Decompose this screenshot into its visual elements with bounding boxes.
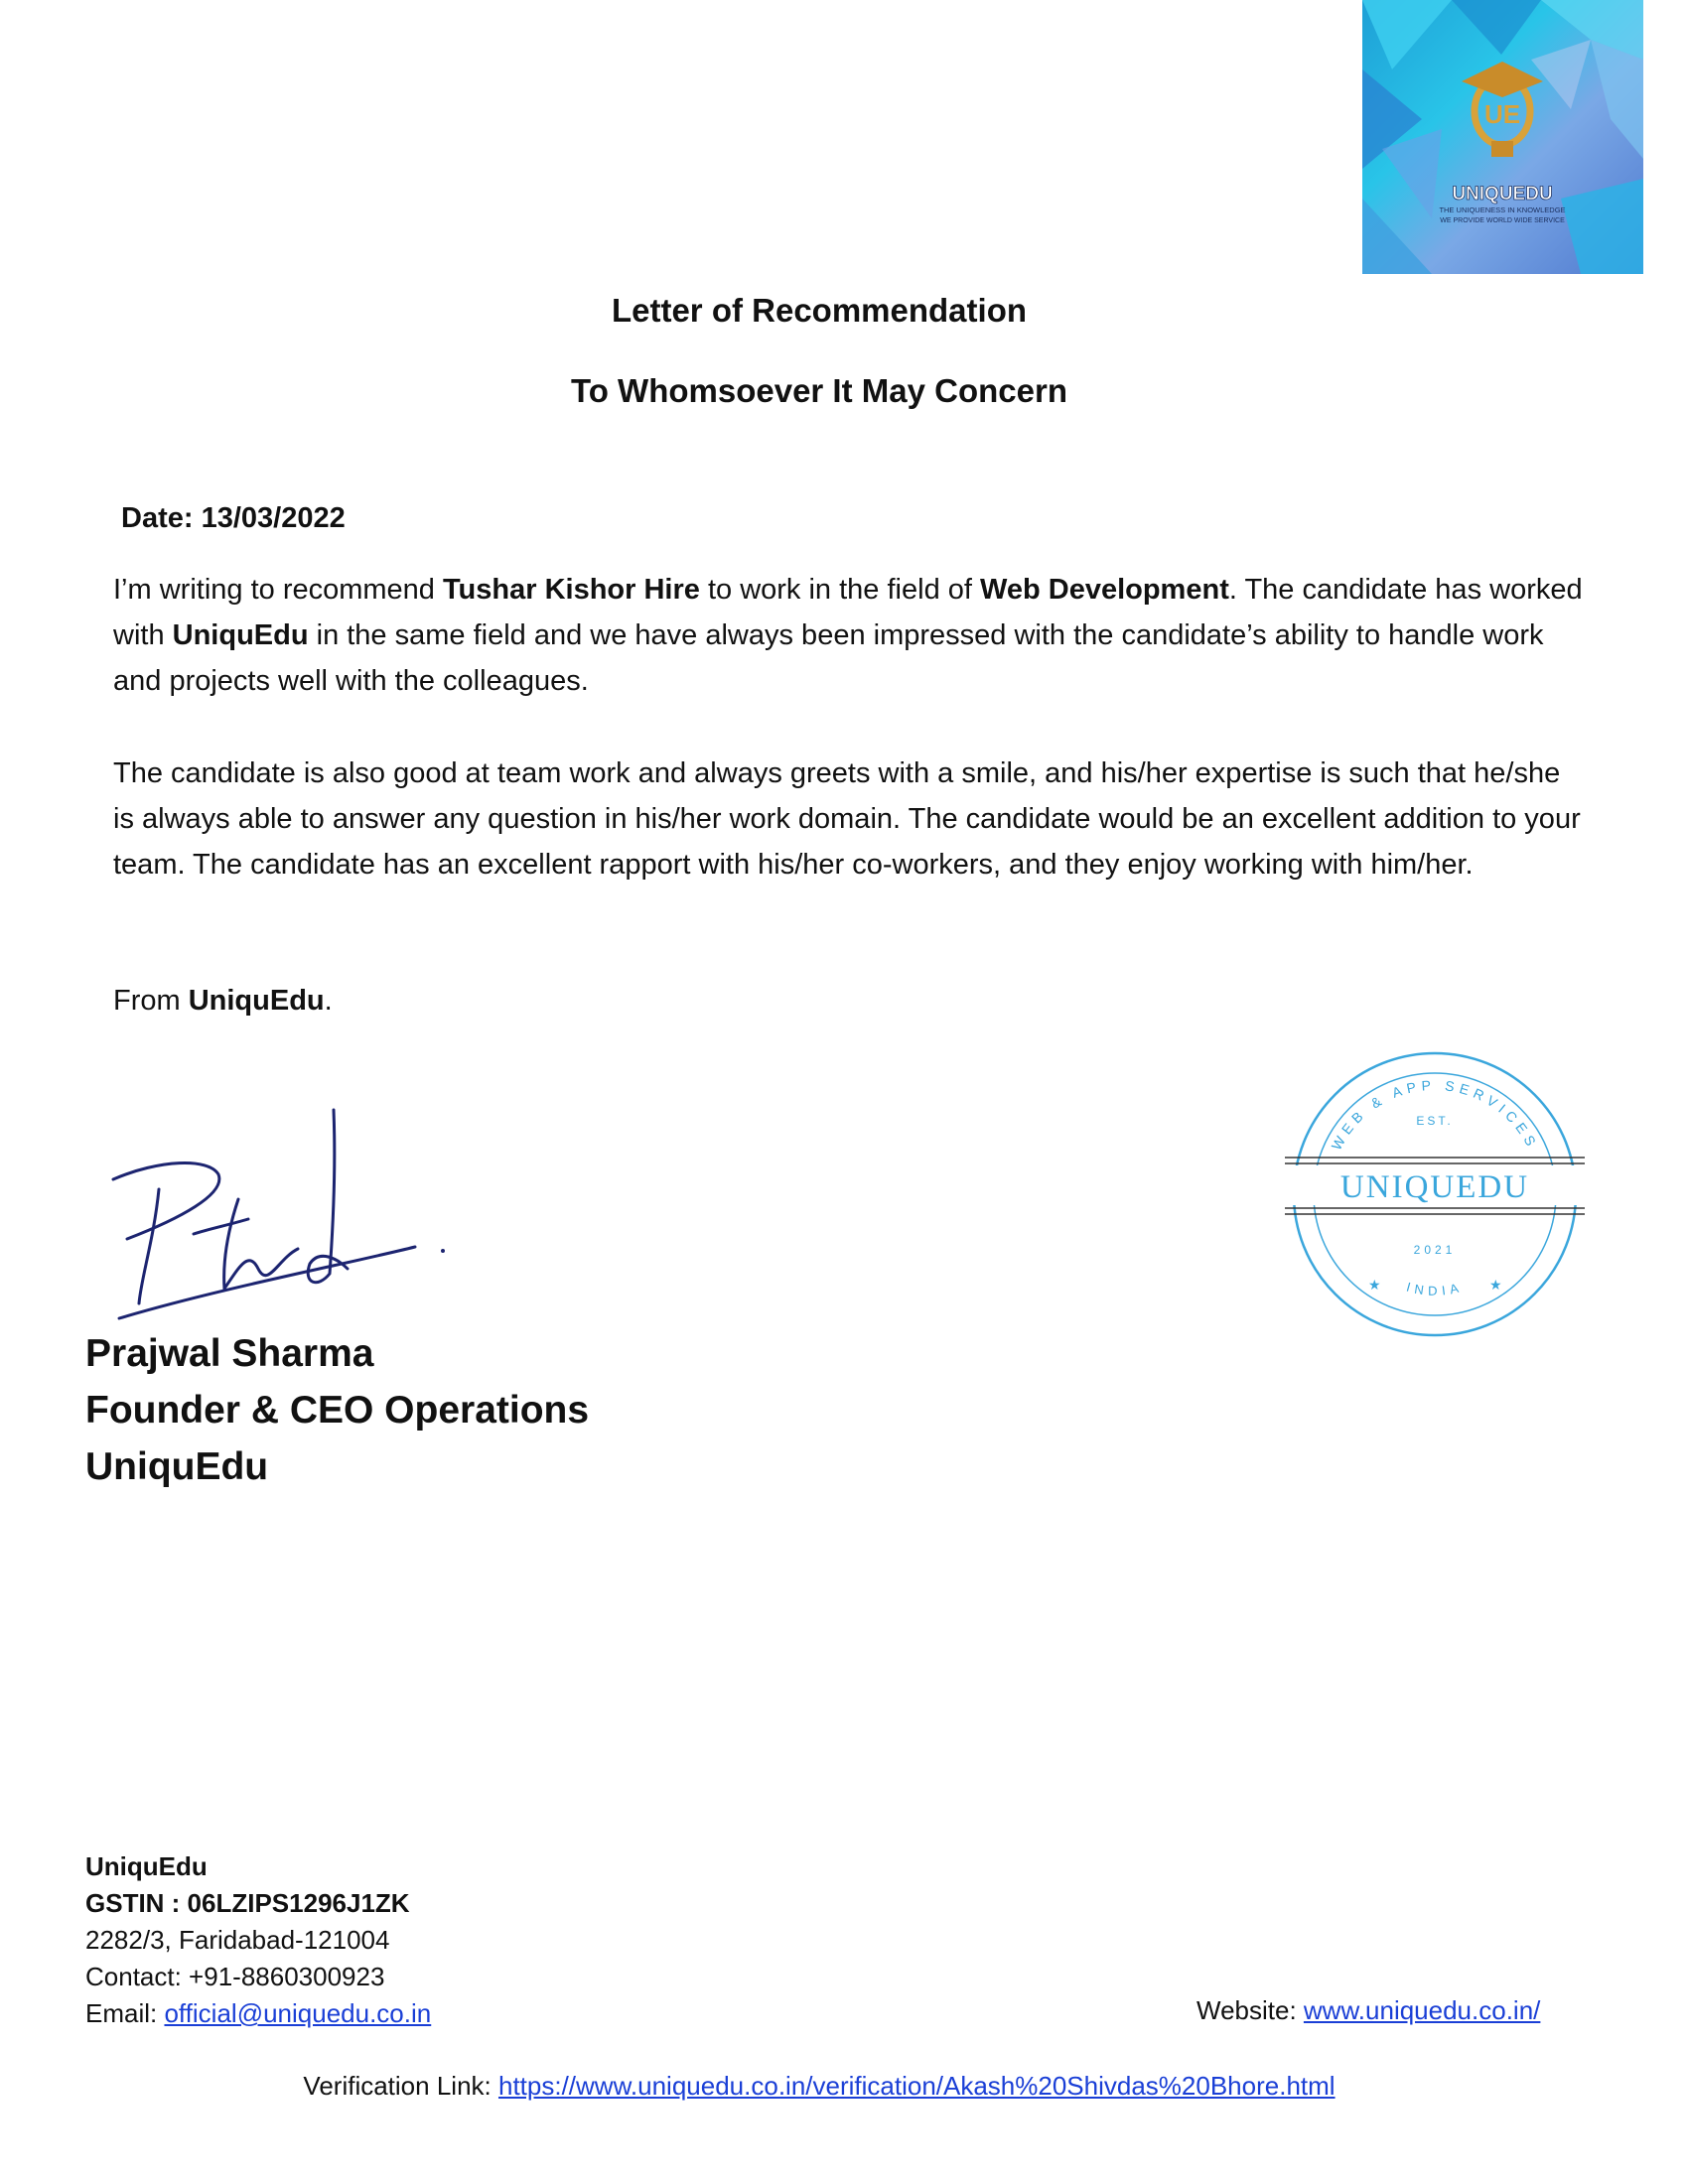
footer-gstin: GSTIN : 06LZIPS1296J1ZK xyxy=(85,1888,410,1918)
letter-date: Date: 13/03/2022 xyxy=(121,502,346,534)
star-icon: ★ xyxy=(1368,1278,1381,1294)
verification-link[interactable]: https://www.uniquedu.co.in/verification/Akash%20Shivdas%20Bhore.html xyxy=(497,2071,1336,2101)
footer-contact-block xyxy=(85,1848,431,2032)
company-stamp xyxy=(1281,1045,1589,1343)
svg-text:INDIA xyxy=(1405,1280,1465,1298)
stamp-name: UNIQUEDU xyxy=(1339,1169,1530,1205)
stamp-arc-top: WEB & APP SERVICES xyxy=(1328,1076,1542,1154)
svg-text:UE: UE xyxy=(1483,99,1521,129)
footer-company: UniquEdu xyxy=(85,1851,208,1881)
field-name: Web Development xyxy=(980,574,1229,606)
footer-website: Website: www.uniquedu.co.in/ xyxy=(1196,1995,1541,2025)
signatory-role: Founder & CEO Operations xyxy=(85,1389,590,1432)
company-logo xyxy=(1362,0,1643,274)
stamp-arc-bottom: INDIA xyxy=(1404,1279,1466,1298)
footer-address: 2282/3, Faridabad-121004 xyxy=(85,1925,390,1955)
signatory-block xyxy=(85,1325,589,1495)
website-link[interactable]: www.uniquedu.co.in/ xyxy=(1303,1995,1541,2025)
logo-tagline-1: THE UNIQUENESS IN KNOWLEDGE xyxy=(1439,205,1566,214)
candidate-name: Tushar Kishor Hire xyxy=(443,574,700,606)
logo-tagline-2: WE PROVIDE WORLD WIDE SERVICE xyxy=(1440,217,1565,224)
from-line: From UniquEdu. xyxy=(113,985,333,1017)
stamp-est: EST. xyxy=(1416,1114,1454,1128)
logo-brand: UNIQUEDU xyxy=(1452,184,1553,205)
signatory-company: UniquEdu xyxy=(85,1445,269,1488)
footer-email: Email: official@uniquedu.co.in xyxy=(85,1998,432,2028)
verification-line: Verification Link: https://www.uniquedu.co.in/verification/Akash%20Shivdas%20Bhore.html xyxy=(303,2071,1336,2101)
paragraph-2: The candidate is also good at team work and always greets with a smile, and his/her expertise is such that he/she is always able to answer any question in his/her work domain. The candidate would be an excellent addition to your team. The candidate has an excellent rapport with his/her co-workers, and they enjoy working with him/her. xyxy=(113,757,1581,881)
letter-title: Letter of Recommendation xyxy=(611,292,1028,329)
email-link[interactable]: official@uniquedu.co.in xyxy=(164,1998,432,2028)
letter-subtitle: To Whomsoever It May Concern xyxy=(571,372,1067,409)
handwritten-signature xyxy=(99,1100,457,1328)
paragraph-1: I’m writing to recommend Tushar Kishor Hire to work in the field of Web Development. The candidate has worked with UniquEdu in the same field and we have always been impressed with the candidate’s ability to handle work and projects well with the colleagues. xyxy=(113,574,1583,697)
star-icon: ★ xyxy=(1489,1278,1502,1294)
stamp-year: 2021 xyxy=(1413,1243,1457,1257)
company-name: UniquEdu xyxy=(172,619,309,651)
footer-contact: Contact: +91-8860300923 xyxy=(85,1962,385,1991)
signatory-name: Prajwal Sharma xyxy=(85,1332,374,1375)
